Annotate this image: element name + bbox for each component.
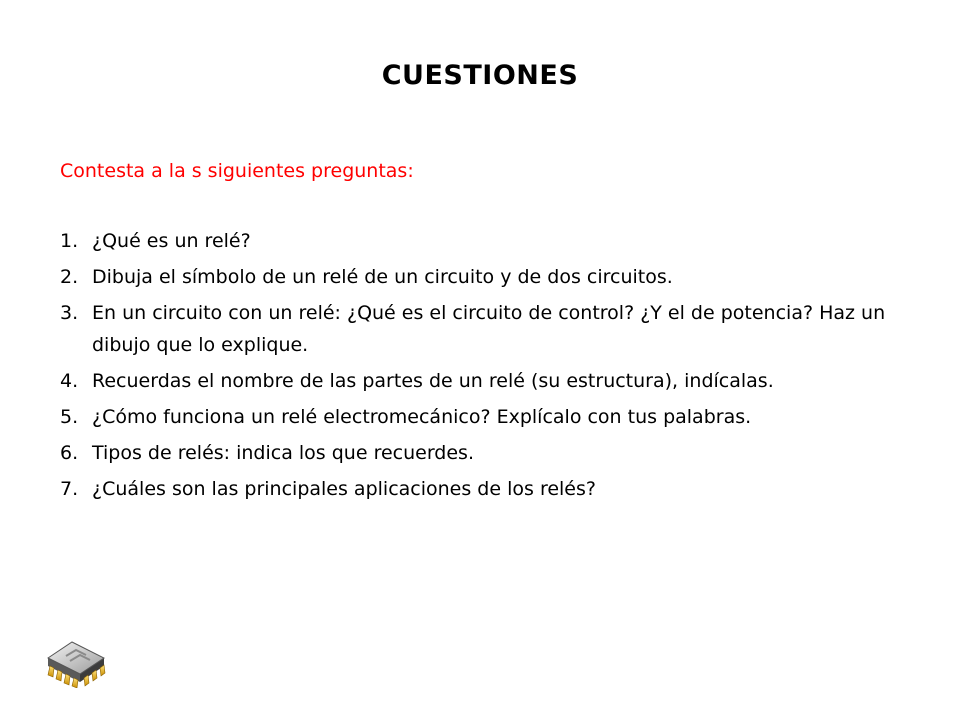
item-number: 4.	[60, 370, 79, 392]
list-item	[60, 401, 890, 433]
item-number: 6.	[60, 442, 79, 464]
item-number: 5.	[60, 406, 79, 428]
chip-icon	[40, 628, 110, 688]
question-text: ¿Cuáles son las principales aplicaciones de los relés?	[92, 478, 596, 500]
list-item	[60, 365, 890, 397]
item-number: 1.	[60, 230, 79, 252]
list-item	[60, 261, 890, 293]
list-item	[60, 225, 890, 257]
item-number: 2.	[60, 266, 79, 288]
question-text: Recuerdas el nombre de las partes de un relé (su estructura), indícalas.	[92, 370, 774, 392]
question-text: En un circuito con un relé: ¿Qué es el circuito de control? ¿Y el de potencia? Haz un dibujo que lo explique.	[92, 302, 886, 356]
item-number: 3.	[60, 302, 79, 324]
question-text: ¿Qué es un relé?	[92, 230, 251, 252]
list-item	[60, 437, 890, 469]
question-text: ¿Cómo funciona un relé electromecánico? Explícalo con tus palabras.	[92, 406, 752, 428]
list-item	[60, 297, 890, 361]
item-number: 7.	[60, 478, 79, 500]
list-item	[60, 473, 890, 505]
page-title: CUESTIONES	[381, 60, 579, 91]
question-text: Dibuja el símbolo de un relé de un circuito y de dos circuitos.	[92, 266, 673, 288]
instructions: Contesta a la s siguientes preguntas:	[60, 160, 414, 182]
question-list	[60, 225, 890, 509]
question-text: Tipos de relés: indica los que recuerdes.	[92, 442, 474, 464]
